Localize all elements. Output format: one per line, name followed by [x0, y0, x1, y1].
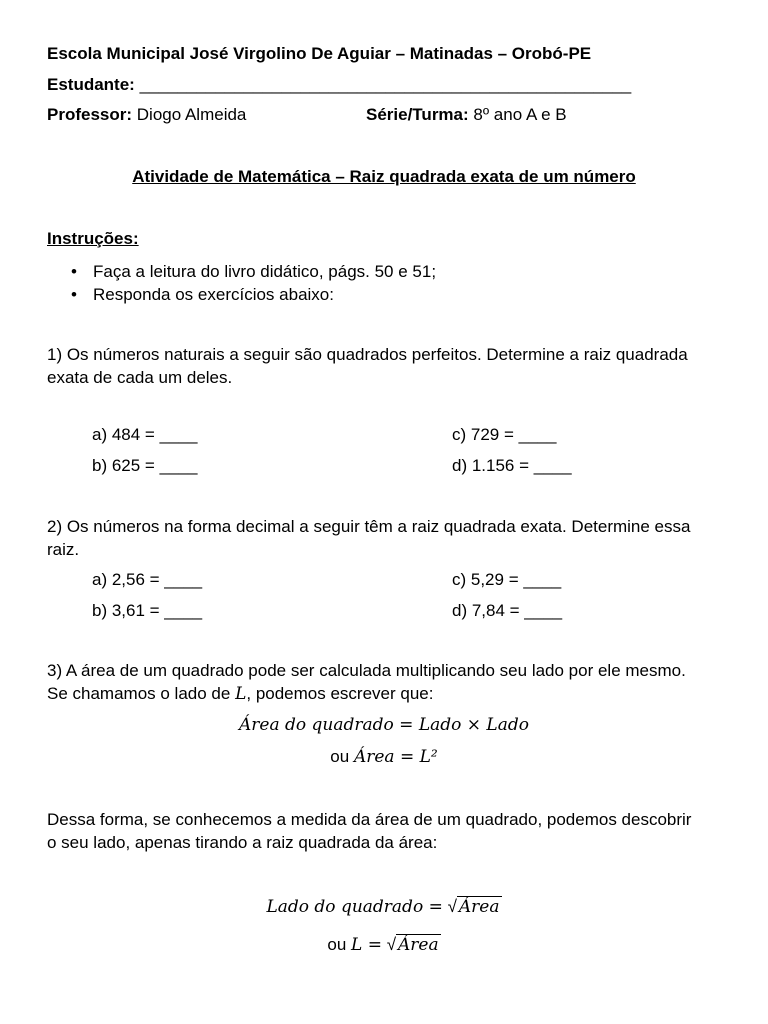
- formula-L-lhs: L =: [351, 935, 382, 955]
- formula-ou: ou: [327, 935, 347, 954]
- q2-item-b: b) 3,61 = ____: [92, 601, 203, 620]
- sqrt-symbol: √: [447, 897, 457, 916]
- class-field: [366, 105, 567, 125]
- q1-statement-line2: exata de cada um deles.: [47, 368, 233, 387]
- formula-L-sqrt: [0, 935, 768, 955]
- q2-statement-line2: raiz.: [47, 540, 80, 559]
- student-field: [47, 75, 631, 95]
- q2-statement-line1: 2) Os números na forma decimal a seguir têm a raiz quadrada exata. Determine essa: [47, 517, 691, 536]
- class-value: 8º ano A e B: [473, 105, 567, 124]
- class-label: Série/Turma:: [366, 105, 469, 124]
- q3-var-L: L: [235, 684, 247, 704]
- sqrt-icon: [387, 935, 441, 955]
- q2-item-d: d) 7,84 = ____: [452, 601, 563, 620]
- instructions-list: [47, 260, 436, 306]
- formula-side-sqrt: [0, 897, 768, 917]
- sqrt-radicand: Área: [458, 897, 500, 917]
- student-blank-line: ____________________________________________________: [139, 75, 632, 94]
- q3-paragraph-line2: o seu lado, apenas tirando a raiz quadrada da área:: [47, 833, 438, 852]
- instructions-heading: Instruções:: [47, 229, 139, 248]
- formula-area-L2: Área = L²: [353, 747, 438, 767]
- q1-item-b: b) 625 = ____: [92, 456, 198, 475]
- q3-statement-line2: [47, 684, 433, 704]
- instruction-item: • Faça a leitura do livro didático, págs. 50 e 51;: [47, 260, 436, 283]
- q1-statement-line1: 1) Os números naturais a seguir são quadrados perfeitos. Determine a raiz quadrada: [47, 345, 688, 364]
- teacher-label: Professor:: [47, 105, 133, 124]
- q3-line2-text: Se chamamos o lado de: [47, 684, 231, 703]
- q1-item-d: d) 1.156 = ____: [452, 456, 572, 475]
- q1-item-c: c) 729 = ____: [452, 425, 557, 444]
- q2-item-a: a) 2,56 = ____: [92, 570, 203, 589]
- formula-side-lhs: Lado do quadrado =: [266, 897, 443, 917]
- school-name: Escola Municipal José Virgolino De Aguiar – Matinadas – Orobó-PE: [47, 44, 592, 63]
- student-label: Estudante:: [47, 75, 135, 94]
- teacher-field: [47, 105, 246, 125]
- q2-item-c: c) 5,29 = ____: [452, 570, 562, 589]
- formula-area-product: Área do quadrado = Lado × Lado: [239, 715, 529, 735]
- formula-area-square: [0, 747, 768, 767]
- sqrt-radicand: Área: [398, 935, 439, 955]
- q1-item-a: a) 484 = ____: [92, 425, 198, 444]
- sqrt-symbol: √: [386, 935, 397, 954]
- formula-ou: ou: [330, 747, 350, 766]
- teacher-name: Diogo Almeida: [136, 105, 247, 124]
- q3-line2-text-end: , podemos escrever que:: [246, 684, 434, 703]
- sqrt-icon: [448, 897, 502, 917]
- q3-paragraph-line1: Dessa forma, se conhecemos a medida da área de um quadrado, podemos descobrir: [47, 810, 692, 829]
- activity-title: Atividade de Matemática – Raiz quadrada exata de um número: [132, 167, 636, 186]
- q3-statement-line1: 3) A área de um quadrado pode ser calculada multiplicando seu lado por ele mesmo.: [47, 661, 686, 680]
- instruction-item: • Responda os exercícios abaixo:: [47, 283, 436, 306]
